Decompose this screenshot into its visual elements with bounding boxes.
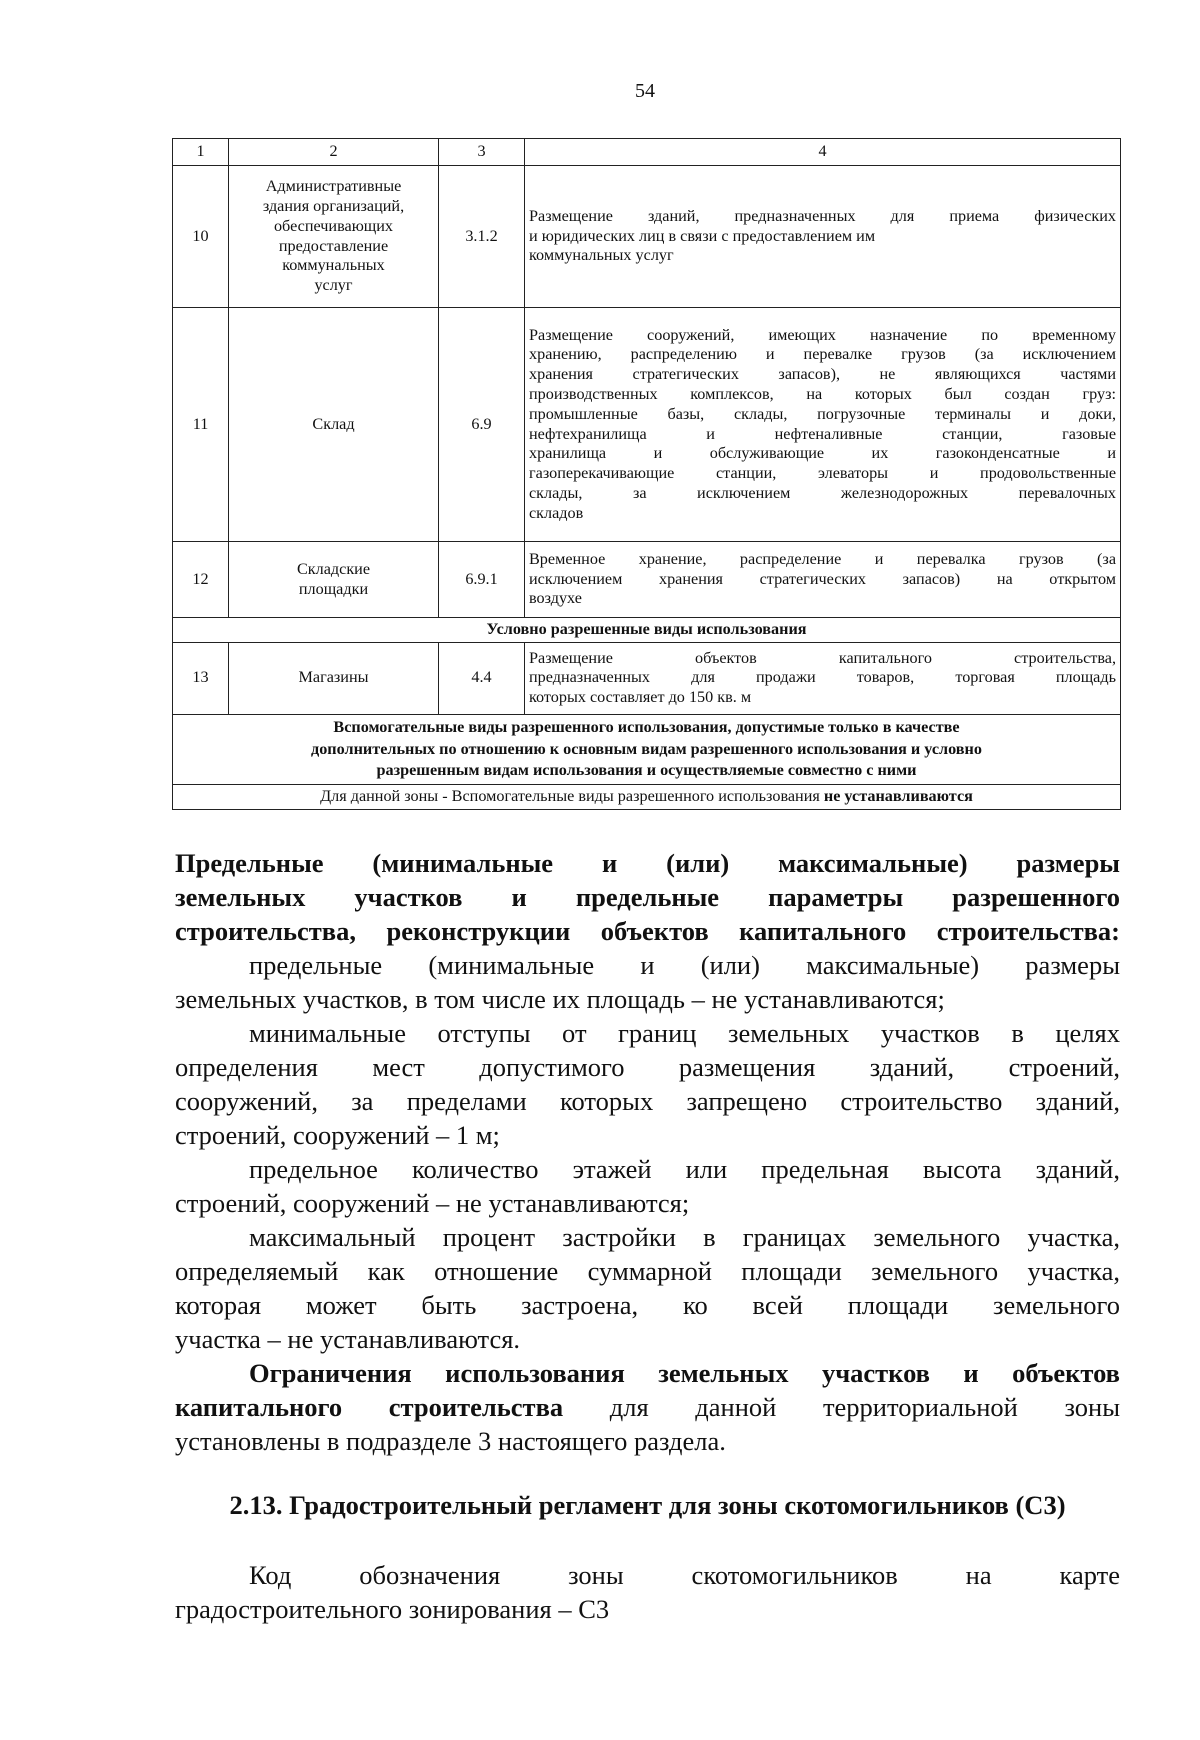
use-code: 6.9 <box>439 308 525 542</box>
table-row <box>173 166 1121 308</box>
use-name: Складские площадки <box>229 542 439 618</box>
use-name: Магазины <box>229 642 439 714</box>
conditional-uses-header-row <box>173 618 1121 643</box>
table-header-row <box>173 139 1121 166</box>
row-number: 12 <box>173 542 229 618</box>
permitted-uses-table <box>172 138 1121 810</box>
use-description: Размещение объектов капитального строительства, предназначенных для продажи товаров, торговая площадь которых составляет до 150 кв. м <box>525 642 1121 714</box>
limits-paragraph: предельные (минимальные и (или) максимальные) размеры земельных участков, в том числе их площадь – не устанавливаются; <box>175 950 1120 1014</box>
header-cell: 3 <box>439 139 525 166</box>
use-description: Размещение сооружений, имеющих назначение по временному хранению, распределению и перевалке грузов (за исключением хранения стратегических запасов), не являющихся частями производственных комплексов, на которых был создан груз: промышленные базы, склады, погрузочные терминалы и доки, нефтехранилища и нефтеналивные станции, газовые хранилища и обслуживающие их газоконденсатные и газоперекачивающие станции, элеваторы и продовольственные склады, за исключением железнодорожных перевалочных складов <box>525 308 1121 542</box>
limits-paragraph: максимальный процент застройки в границах земельного участка, определяемый как отношение суммарной площади земельного участка, которая может быть застроена, ко всей площади земельного участка – не устанавливаются. <box>175 1222 1120 1354</box>
limits-paragraph: минимальные отступы от границ земельных участков в целях определения мест допустимого размещения зданий, строений, сооружений, за пределами которых запрещено строительство зданий, строений, сооружений – 1 м; <box>175 1018 1120 1150</box>
zone-code-paragraph: Код обозначения зоны скотомогильников на карте градостроительного зонирования – С3 <box>175 1560 1120 1624</box>
auxiliary-uses-note-row <box>173 785 1121 810</box>
limits-block <box>175 846 1120 1458</box>
use-description: Размещение зданий, предназначенных для приема физических и юридических лиц в связи с предоставлением им коммунальных услуг <box>525 166 1121 308</box>
auxiliary-uses-header: Вспомогательные виды разрешенного использования, допустимые только в качестве дополнительных по отношению к основным видам разрешенного использования и условно разрешенным видам использования и осуществляемые совместно с ними <box>173 714 1121 785</box>
use-code: 4.4 <box>439 642 525 714</box>
row-number: 13 <box>173 642 229 714</box>
table-row <box>173 542 1121 618</box>
page-number: 54 <box>635 80 655 102</box>
table-row <box>173 642 1121 714</box>
row-number: 11 <box>173 308 229 542</box>
auxiliary-uses-note: Для данной зоны - Вспомогательные виды разрешенного использования не устанавливаются <box>173 785 1121 810</box>
use-name: Склад <box>229 308 439 542</box>
table-row <box>173 308 1121 542</box>
use-description: Временное хранение, распределение и перевалка грузов (за исключением хранения стратегических запасов) на открытом воздухе <box>525 542 1121 618</box>
conditional-uses-header: Условно разрешенные виды использования <box>173 618 1121 643</box>
use-name: Административные здания организаций, обеспечивающих предоставление коммунальных услуг <box>229 166 439 308</box>
header-cell: 4 <box>525 139 1121 166</box>
header-cell: 2 <box>229 139 439 166</box>
use-code: 6.9.1 <box>439 542 525 618</box>
row-number: 10 <box>173 166 229 308</box>
use-code: 3.1.2 <box>439 166 525 308</box>
section-heading: 2.13. Градостроительный регламент для зоны скотомогильников (С3) <box>229 1490 1066 1520</box>
restrictions-paragraph: Ограничения использования земельных участков и объектов капитального строительства для данной территориальной зоны установлены в подразделе 3 настоящего раздела. <box>175 1358 1120 1456</box>
limits-paragraph: предельное количество этажей или предельная высота зданий, строений, сооружений – не устанавливаются; <box>175 1154 1120 1218</box>
limits-title: Предельные (минимальные и (или) максимальные) размеры земельных участков и предельные параметры разрешенного строительства, реконструкции объектов капитального строительства: <box>175 848 1120 946</box>
header-cell: 1 <box>173 139 229 166</box>
auxiliary-uses-header-row <box>173 714 1121 785</box>
